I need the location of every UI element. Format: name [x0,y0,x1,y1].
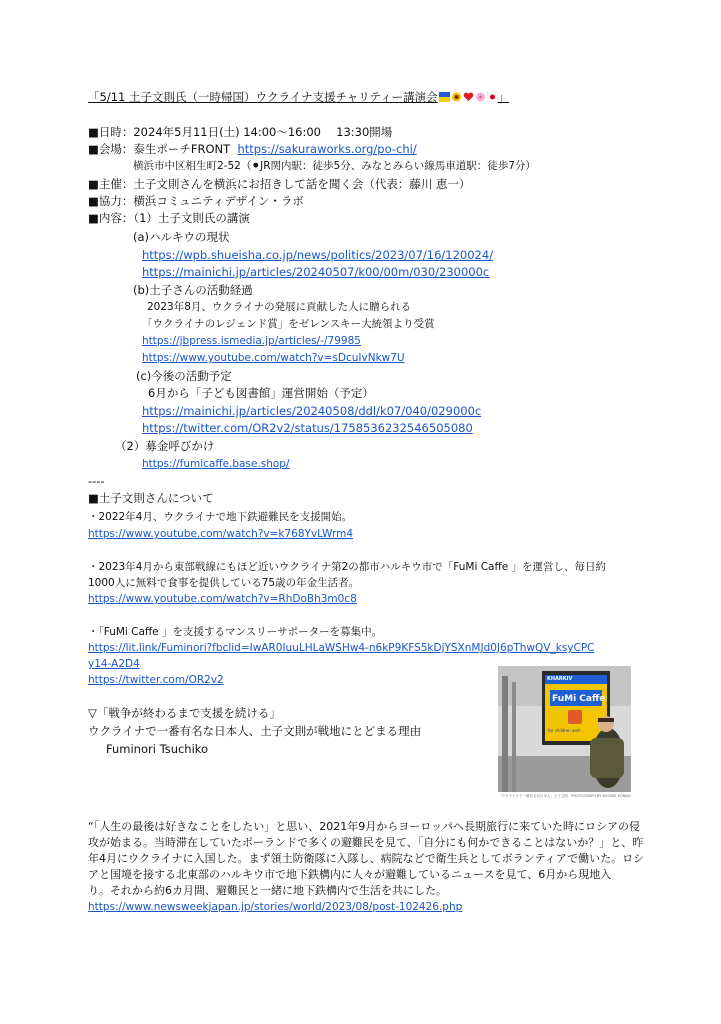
separator: ---- [88,474,105,488]
event-venue: ■会場：泰生ポーチFRONT https://sakuraworks.org/po-chi/ [88,142,417,156]
section-b-text-2: 「ウクライナのレジェンド賞」をゼレンスキー大統領より受賞 [142,318,435,330]
donation-shop-link[interactable]: https://fumicaffe.base.shop/ [142,458,290,470]
event-address: 横浜市中区相生町2-52（⚫JR関内駅：徒歩5分、みなとみらい線馬車道駅：徒歩7分） [133,160,536,172]
article-headline-2: ウクライナで一番有名な日本人、土子文則が戦地にとどまる理由 [88,724,422,738]
about-paragraph-1: ・2022年4月、ウクライナで地下鉄避難民を支援開始。 [88,511,353,523]
section-b-title: (b)土子さんの活動経過 [133,283,253,297]
sign-sub-text: for children and [548,728,580,733]
red-heart-icon [463,91,474,101]
japan-flag-icon [487,91,498,101]
about-paragraph-2-line-1: ・2023年4月から東部戦線にもほど近いウクライナ第2の都市ハルキウ市で「FuMi Caffe 」を運営し、毎日約 [88,561,606,573]
section-c-title: (c)今後の活動予定 [136,369,232,383]
about-youtube-link-2[interactable]: https://www.youtube.com/watch?v=RhDoBh3m0c8 [88,593,357,605]
section-donation-title: （2）募金呼びかけ [115,439,215,453]
section-b-link-1[interactable]: https://jbpress.ismedia.jp/articles/-/79985 [142,335,361,347]
section-a-title: (a)ハルキウの現状 [133,230,230,244]
litlink-link-line-1[interactable]: https://lit.link/Fuminori?fbclid=IwAR0IuuLHLaWSHw4-n6kP9KFS5kDjYSXnMJd0J6pThwQV_ksyCPC [88,642,595,654]
section-c-link-1[interactable]: https://mainichi.jp/articles/20240508/ddl/k07/040/029000c [142,404,482,418]
sign-main-text: FuMi Caffe [552,694,606,704]
event-date: ■日時：2024年5月11日(土) 14:00〜16:00 13:30開場 [88,125,393,139]
section-b-link-2[interactable]: https://www.youtube.com/watch?v=sDcuIvNkw7U [142,352,405,364]
about-heading: ■土子文則さんについて [88,491,214,505]
section-a-link-2[interactable]: https://mainichi.jp/articles/20240507/k00/00m/030/230000c [142,265,490,279]
article-author: Fuminori Tsuchiko [106,742,209,756]
about-youtube-link-1[interactable]: https://www.youtube.com/watch?v=k768YvLWrm4 [88,528,354,540]
article-body-line-2: 攻が始まる。当時滞在していたポーランドで多くの避難民を見て、「自分にも何かできることはないか？」と、昨 [88,836,644,849]
ukraine-flag-icon [439,91,450,101]
article-body-line-5: り。それから約6カ月間、避難民と一緒に地下鉄構内で生活を共にした。 [88,884,447,897]
event-organizer: ■主催：土子文則さんを横浜にお招きして話を聞く会（代表：藤川 恵一） [88,177,471,191]
section-c-link-2[interactable]: https://twitter.com/OR2v2/status/1758536232546505080 [142,421,473,435]
article-body-line-4: アと国境を接する北東部のハルキウ市で地下鉄構内に人々が避難しているニュースを見て、6月から現地入 [88,868,612,881]
article-body-line-3: 年4月にウクライナに入国した。まず領土防衛隊に入隊し、病院などで衛生兵としてボランティアで働いた。ロシ [88,852,645,865]
section-a-link-1[interactable]: https://wpb.shueisha.co.jp/news/politics/2023/07/16/120024/ [142,248,494,262]
article-headline-1: ▽「戦争が終わるまで支援を続ける」 [88,706,281,720]
fumi-caffe-photo [498,666,631,792]
newsweek-article-link[interactable]: https://www.newsweekjapan.jp/stories/world/2023/08/post-102426.php [88,901,463,913]
twitter-profile-link[interactable]: https://twitter.com/OR2v2 [88,674,224,686]
section-c-text-1: 6月から「子ども図書館」運営開始（予定） [148,386,374,400]
sunflower-icon [451,91,462,101]
cherry-blossom-icon [475,91,486,101]
about-paragraph-3: ・「FuMi Caffe 」を支援するマンスリーサポーターを募集中。 [88,626,383,638]
about-paragraph-2-line-2: 1000人に無料で食事を提供している75歳の年金生活者。 [88,577,360,589]
sign-top-text: KHARKIV [547,676,573,682]
article-body-line-1: “「人生の最後は好きなことをしたい」と思い、2021年9月からヨーロッパへ長期旅行に来ていた時にロシアの侵 [88,820,640,833]
event-support: ■協力：横浜コミュニティデザイン・ラボ [88,194,304,208]
venue-link[interactable]: https://sakuraworks.org/po-chi/ [237,142,417,156]
section-b-text-1: 2023年8月、ウクライナの発展に貢献した人に贈られる [147,301,412,313]
event-title: 「5/11 土子文則氏（一時帰国）ウクライナ支援チャリティー講演会 」 [88,90,510,104]
event-content: ■内容：（1）土子文則氏の講演 [88,211,250,225]
litlink-link-line-2[interactable]: y14-A2D4 [88,658,140,670]
photo-caption: 「ウクライナで一番有名な日本人」土子文則 PHOTOGRAPH BY KOSUKE KONNO [498,794,631,798]
